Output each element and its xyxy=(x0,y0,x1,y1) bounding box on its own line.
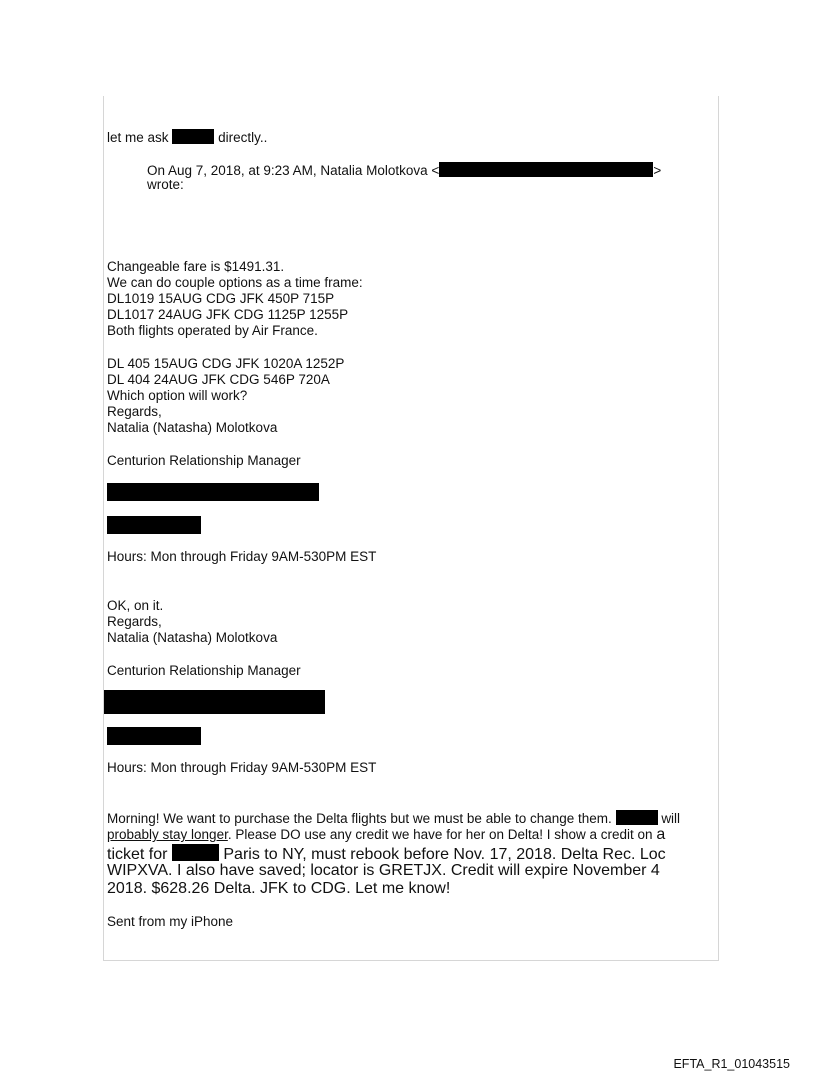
signature-title: Centurion Relationship Manager xyxy=(107,663,301,678)
message-line: Natalia (Natasha) Molotkova xyxy=(107,420,278,435)
hours-line: Hours: Mon through Friday 9AM-530PM EST xyxy=(107,760,377,775)
message-line: DL1017 24AUG JFK CDG 1125P 1255P xyxy=(107,307,349,322)
redaction-block xyxy=(172,129,214,144)
bates-number: EFTA_R1_01043515 xyxy=(673,1057,790,1071)
redaction-block xyxy=(439,162,653,177)
message-line: Regards, xyxy=(107,404,162,419)
redaction-block xyxy=(107,727,201,745)
redaction-block xyxy=(107,483,319,501)
message-line: ticket for Paris to NY, must rebook before Nov. 17, 2018. Delta Rec. Loc xyxy=(107,846,666,863)
message-line: OK, on it. xyxy=(107,598,164,613)
message-line: Morning! We want to purchase the Delta flights but we must be able to change them. will xyxy=(107,811,681,826)
message-line: Natalia (Natasha) Molotkova xyxy=(107,630,278,645)
message-line: DL 405 15AUG CDG JFK 1020A 1252P xyxy=(107,356,345,371)
message-line: DL1019 15AUG CDG JFK 450P 715P xyxy=(107,291,335,306)
message-line: Changeable fare is $1491.31. xyxy=(107,259,285,274)
redaction-block xyxy=(107,516,201,534)
quote-header-line1: On Aug 7, 2018, at 9:23 AM, Natalia Molotkova < > xyxy=(147,163,662,178)
message-line: Both flights operated by Air France. xyxy=(107,323,318,338)
hours-line: Hours: Mon through Friday 9AM-530PM EST xyxy=(107,549,377,564)
quote-header-line2: wrote: xyxy=(147,177,184,192)
message-line: We can do couple options as a time frame: xyxy=(107,275,363,290)
reply-line: let me ask directly.. xyxy=(107,130,268,145)
signature-title: Centurion Relationship Manager xyxy=(107,453,301,468)
message-line: 2018. $628.26 Delta. JFK to CDG. Let me know! xyxy=(107,880,451,897)
redaction-block xyxy=(172,844,219,861)
message-line: Regards, xyxy=(107,614,162,629)
sent-from-line: Sent from my iPhone xyxy=(107,914,234,929)
message-line: Which option will work? xyxy=(107,388,248,403)
redaction-block xyxy=(616,810,658,825)
message-line: probably stay longer. Please DO use any credit we have for her on Delta! I show a credit on a xyxy=(107,826,666,843)
redaction-block xyxy=(104,690,325,714)
message-line: DL 404 24AUG JFK CDG 546P 720A xyxy=(107,372,330,387)
message-line: WIPXVA. I also have saved; locator is GRETJX. Credit will expire November 4 xyxy=(107,862,660,879)
